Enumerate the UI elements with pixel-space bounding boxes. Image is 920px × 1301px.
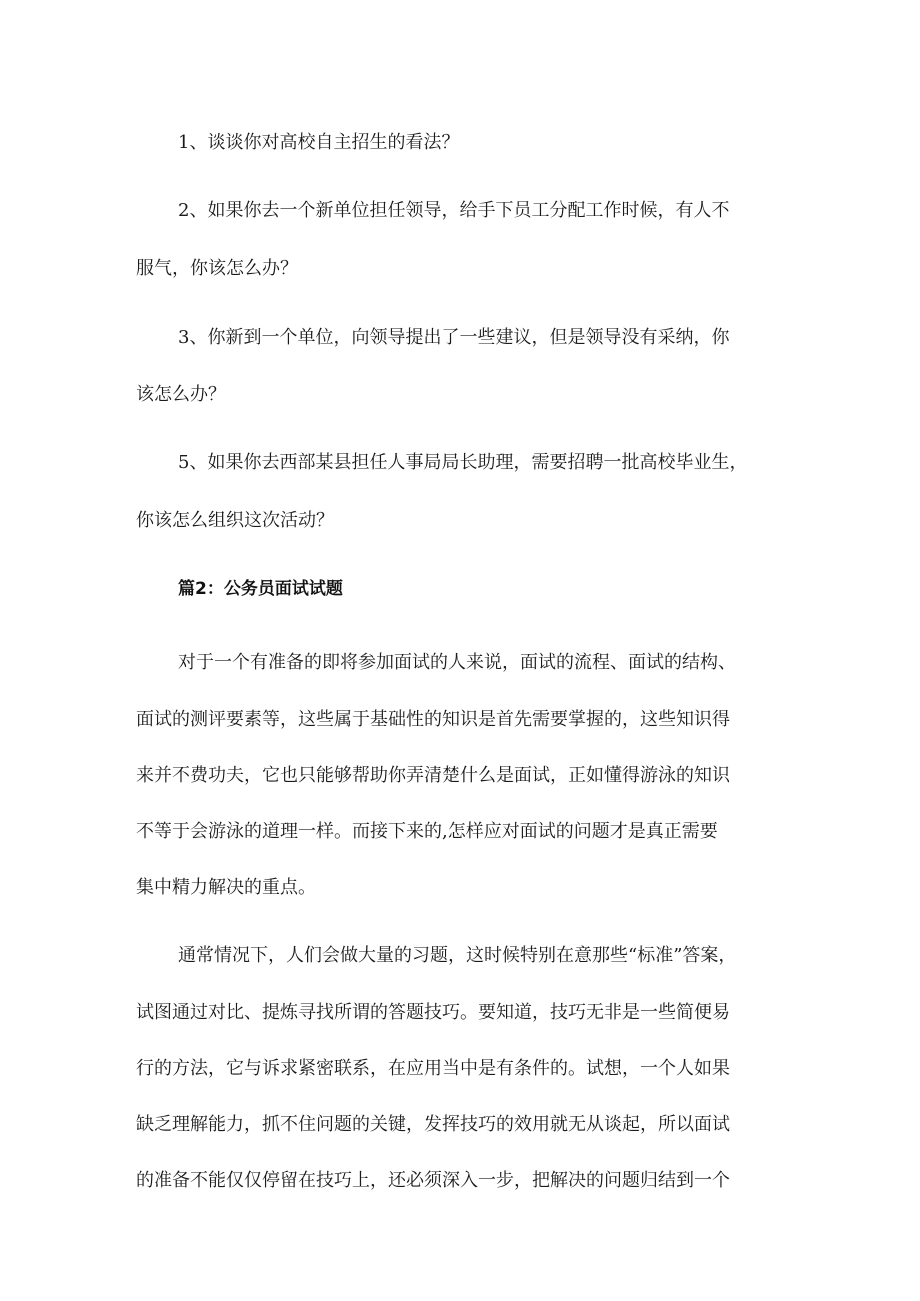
paragraph-1-line-5: 集中精力解决的重点。 <box>136 877 316 898</box>
paragraph-2-line-2: 试图通过对比、提炼寻找所谓的答题技巧。要知道，技巧无非是一些简便易 <box>136 1002 730 1023</box>
paragraph-2-line-5: 的准备不能仅仅停留在技巧上，还必须深入一步，把解决的问题归结到一个 <box>136 1170 730 1191</box>
question-2-line-2: 服气，你该怎么办？ <box>136 258 298 279</box>
paragraph-2-line-3: 行的方法，它与诉求紧密联系，在应用当中是有条件的。试想，一个人如果 <box>136 1058 730 1079</box>
question-5-line-1: 5、如果你去西部某县担任人事局局长助理，需要招聘一批高校毕业生， <box>178 452 748 473</box>
paragraph-1-line-2: 面试的测评要素等，这些属于基础性的知识是首先需要掌握的，这些知识得 <box>136 709 730 730</box>
question-3-line-1: 3、你新到一个单位，向领导提出了一些建议，但是领导没有采纳，你 <box>178 327 730 348</box>
paragraph-2-line-4: 缺乏理解能力，抓不住问题的关键，发挥技巧的效用就无从谈起，所以面试 <box>136 1114 730 1135</box>
section-heading: 篇2：公务员面试试题 <box>178 579 343 599</box>
paragraph-1-line-4: 不等于会游泳的道理一样。而接下来的,怎样应对面试的问题才是真正需要 <box>136 821 718 842</box>
question-2-line-1: 2、如果你去一个新单位担任领导，给手下员工分配工作时候，有人不 <box>178 200 730 221</box>
paragraph-1-line-1: 对于一个有准备的即将参加面试的人来说，面试的流程、面试的结构、 <box>178 652 736 673</box>
paragraph-2-line-1: 通常情况下，人们会做大量的习题，这时候特别在意那些“标准”答案， <box>178 945 737 966</box>
question-3-line-2: 该怎么办？ <box>136 384 226 405</box>
question-5-line-2: 你该怎么组织这次活动？ <box>136 510 334 531</box>
question-1-line-1: 1、谈谈你对高校自主招生的看法？ <box>178 132 460 153</box>
paragraph-1-line-3: 来并不费功夫，它也只能够帮助你弄清楚什么是面试，正如懂得游泳的知识 <box>136 765 730 786</box>
